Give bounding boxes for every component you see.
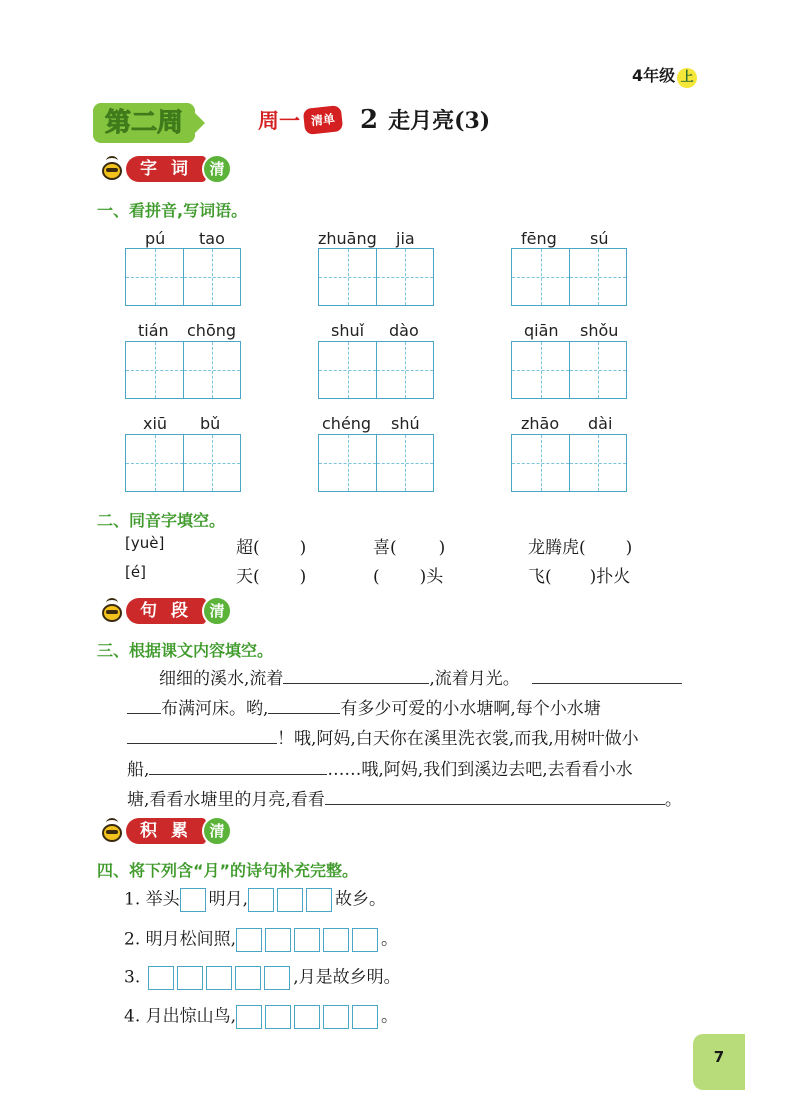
pinyin: shú [391, 414, 420, 433]
section-accumulate-banner [100, 816, 232, 846]
pinyin: tao [199, 229, 225, 248]
poem-line: 3. ,月是故乡明。 [124, 966, 401, 990]
answer-blank[interactable] [127, 725, 277, 744]
section-sentences-banner [100, 596, 232, 626]
pinyin: fēng [521, 229, 557, 248]
pinyin: tián [138, 321, 169, 340]
page-number: 7 [693, 1034, 745, 1090]
char-box[interactable] [177, 966, 203, 990]
homophone-item: 超( ) [236, 538, 307, 558]
week-badge: 第二周 [93, 103, 195, 143]
homophone-item: 飞( )扑火 [528, 567, 631, 587]
pinyin: zhāo [521, 414, 560, 433]
writing-grid[interactable] [318, 248, 434, 306]
char-box[interactable] [264, 966, 290, 990]
writing-grid[interactable] [511, 248, 627, 306]
homophone-item: 龙腾虎( ) [528, 538, 633, 558]
grade-label [632, 63, 697, 88]
passage-line: ！哦,阿妈,白天你在溪里洗衣裳,而我,用树叶做小 [127, 725, 639, 749]
q3-title: 三、根据课文内容填空。 [97, 641, 274, 660]
pinyin: shuǐ [331, 321, 365, 340]
poem-line: 4. 月出惊山鸟, 。 [124, 1005, 398, 1029]
bee-icon [100, 818, 124, 844]
lesson-name: 走月亮(3) [388, 108, 491, 134]
char-box[interactable] [206, 966, 232, 990]
writing-grid[interactable] [125, 341, 241, 399]
pinyin: chéng [322, 414, 372, 433]
lesson-number: 2 [360, 104, 379, 135]
pinyin: jia [396, 229, 415, 248]
section-accumulate-circle: 清 [202, 816, 232, 846]
homophone-item: 天( ) [236, 567, 307, 587]
writing-grid[interactable] [125, 248, 241, 306]
pinyin: qiān [524, 321, 559, 340]
writing-grid[interactable] [318, 341, 434, 399]
writing-grid[interactable] [511, 341, 627, 399]
answer-blank[interactable] [325, 786, 665, 805]
char-box[interactable] [294, 1005, 320, 1029]
bee-icon [100, 598, 124, 624]
char-box[interactable] [248, 888, 274, 912]
section-sentences-label: 句段 [126, 598, 206, 624]
section-words-circle: 清 [202, 154, 232, 184]
char-box[interactable] [265, 1005, 291, 1029]
passage-line: 塘,看看水塘里的月亮,看看 。 [127, 786, 682, 810]
pinyin: xiū [143, 414, 168, 433]
bee-icon [100, 156, 124, 182]
lesson-title [258, 104, 490, 135]
writing-grid[interactable] [511, 434, 627, 492]
pinyin: dài [588, 414, 613, 433]
homophone-item: 喜( ) [373, 538, 446, 558]
q1-title: 一、看拼音,写词语。 [97, 201, 248, 220]
char-box[interactable] [236, 928, 262, 952]
pinyin: bǔ [200, 414, 221, 433]
section-words-banner [100, 154, 232, 184]
pinyin: pú [145, 229, 166, 248]
section-accumulate-label: 积累 [126, 818, 206, 844]
char-box[interactable] [180, 888, 206, 912]
char-box[interactable] [323, 928, 349, 952]
grade-text: 4年级 [632, 66, 676, 85]
char-box[interactable] [352, 928, 378, 952]
writing-grid[interactable] [318, 434, 434, 492]
char-box[interactable] [306, 888, 332, 912]
poem-line: 1. 举头 明月, 故乡。 [124, 888, 386, 912]
section-words-label: 字词 [126, 156, 206, 182]
char-box[interactable] [236, 1005, 262, 1029]
pinyin: sú [590, 229, 609, 248]
checklist-stamp: 清单 [303, 105, 344, 135]
homophone-label: [yuè] [125, 534, 165, 552]
char-box[interactable] [352, 1005, 378, 1029]
pinyin: dào [389, 321, 419, 340]
char-box[interactable] [277, 888, 303, 912]
char-box[interactable] [235, 966, 261, 990]
homophone-label: [é] [125, 563, 146, 581]
char-box[interactable] [323, 1005, 349, 1029]
answer-blank[interactable] [532, 665, 682, 684]
passage-line: 船, ……哦,阿妈,我们到溪边去吧,去看看小水 [127, 756, 633, 780]
lesson-day: 周一 [258, 108, 300, 133]
homophone-item: ( )头 [373, 567, 444, 587]
q2-title: 二、同音字填空。 [97, 511, 226, 530]
answer-blank[interactable] [283, 665, 429, 684]
section-sentences-circle: 清 [202, 596, 232, 626]
pinyin: chōng [187, 321, 237, 340]
char-box[interactable] [265, 928, 291, 952]
grade-badge: 上 [677, 68, 697, 88]
passage-line: 布满河床。哟, 有多少可爱的小水塘啊,每个小水塘 [127, 695, 601, 719]
pinyin: shǒu [580, 321, 619, 340]
passage-line: 细细的溪水,流着 ,流着月光。 [159, 665, 682, 689]
answer-blank[interactable] [268, 695, 340, 714]
char-box[interactable] [294, 928, 320, 952]
poem-line: 2. 明月松间照, 。 [124, 928, 398, 952]
pinyin: zhuāng [318, 229, 377, 248]
q4-title: 四、将下列含“月”的诗句补充完整。 [97, 861, 359, 880]
answer-blank[interactable] [127, 695, 161, 714]
char-box[interactable] [148, 966, 174, 990]
writing-grid[interactable] [125, 434, 241, 492]
answer-blank[interactable] [149, 756, 327, 775]
